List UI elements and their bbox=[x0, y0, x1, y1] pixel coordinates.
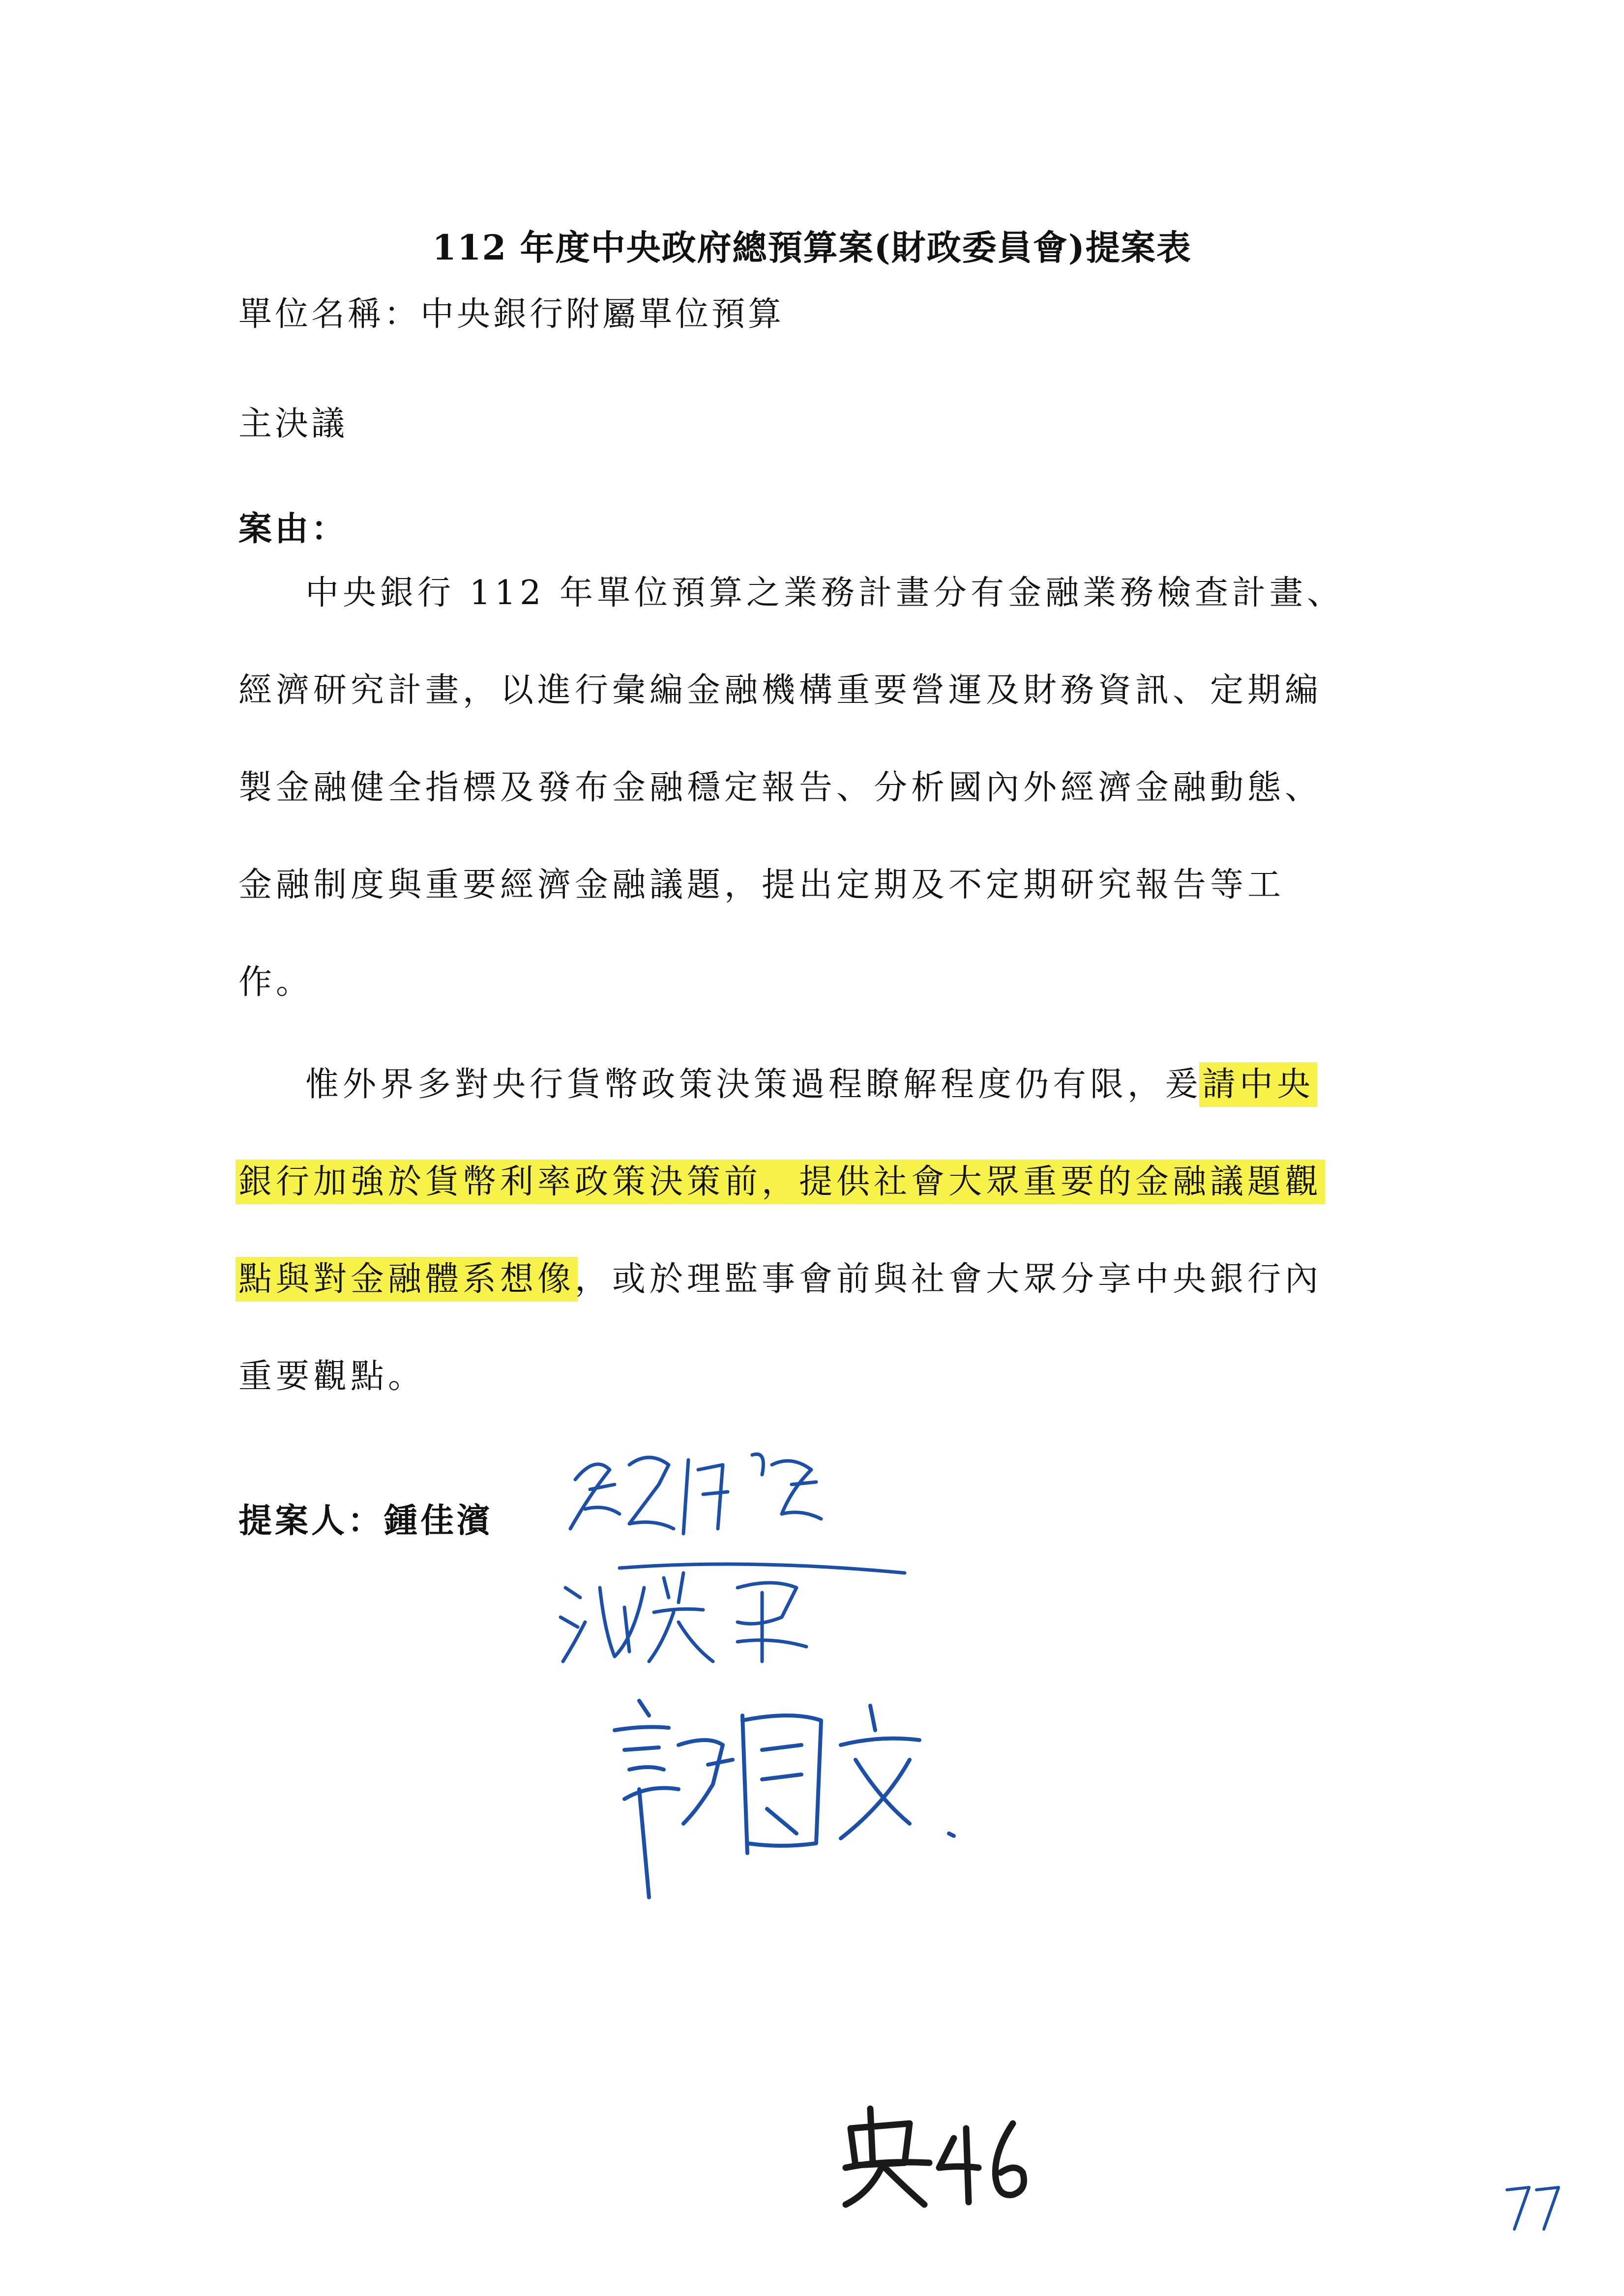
document-title: 112 年度中央政府總預算案(財政委員會)提案表 bbox=[432, 227, 1192, 268]
signature-1 bbox=[556, 1435, 860, 1553]
reason-paragraph-2 bbox=[238, 1036, 1364, 1425]
proposer-name: 鍾佳濱 bbox=[384, 1501, 494, 1540]
paragraph-line: 重要觀點。 bbox=[238, 1357, 426, 1396]
reason-label: 案由： bbox=[238, 509, 348, 549]
reason-paragraph-1 bbox=[238, 545, 1364, 1031]
page-number-mark bbox=[1500, 2178, 1568, 2237]
highlighted-text: 請中央 bbox=[1202, 1065, 1315, 1104]
text-plain: ，或於理監事會前與社會大眾分享中央銀行內 bbox=[575, 1260, 1323, 1299]
paragraph-line bbox=[238, 1231, 1364, 1328]
unit-label: 單位名稱： bbox=[238, 295, 421, 334]
paragraph-line bbox=[238, 1036, 1364, 1133]
resolution-type: 主決議 bbox=[238, 405, 348, 443]
proposer-line bbox=[238, 1494, 493, 1542]
signature-2 bbox=[551, 1558, 924, 1681]
signature-3 bbox=[595, 1686, 978, 1912]
proposer-label: 提案人： bbox=[238, 1501, 384, 1540]
paragraph-line: 製金融健全指標及發布金融穩定報告、分析國內外經濟金融動態、 bbox=[238, 768, 1323, 807]
unit-value: 中央銀行附屬單位預算 bbox=[420, 295, 785, 334]
paragraph-line: 金融制度與重要經濟金融議題，提出定期及不定期研究報告等工 bbox=[238, 866, 1285, 904]
handwritten-code-mark bbox=[836, 2099, 1042, 2212]
paragraph-line: 經濟研究計畫，以進行彙編金融機構重要營運及財務資訊、定期編 bbox=[238, 671, 1323, 710]
text-plain: 惟外界多對央行貨幣政策決策過程瞭解程度仍有限，爰 bbox=[305, 1065, 1203, 1104]
paragraph-line: 作。 bbox=[238, 963, 314, 1002]
highlighted-text: 點與對金融體系想像 bbox=[238, 1260, 575, 1299]
paragraph-line: 中央銀行 112 年單位預算之業務計畫分有金融業務檢查計畫、 bbox=[305, 574, 1345, 612]
highlighted-text: 銀行加強於貨幣利率政策決策前，提供社會大眾重要的金融議題觀 bbox=[238, 1163, 1323, 1201]
unit-line bbox=[238, 288, 784, 335]
paragraph-line bbox=[238, 1133, 1364, 1231]
